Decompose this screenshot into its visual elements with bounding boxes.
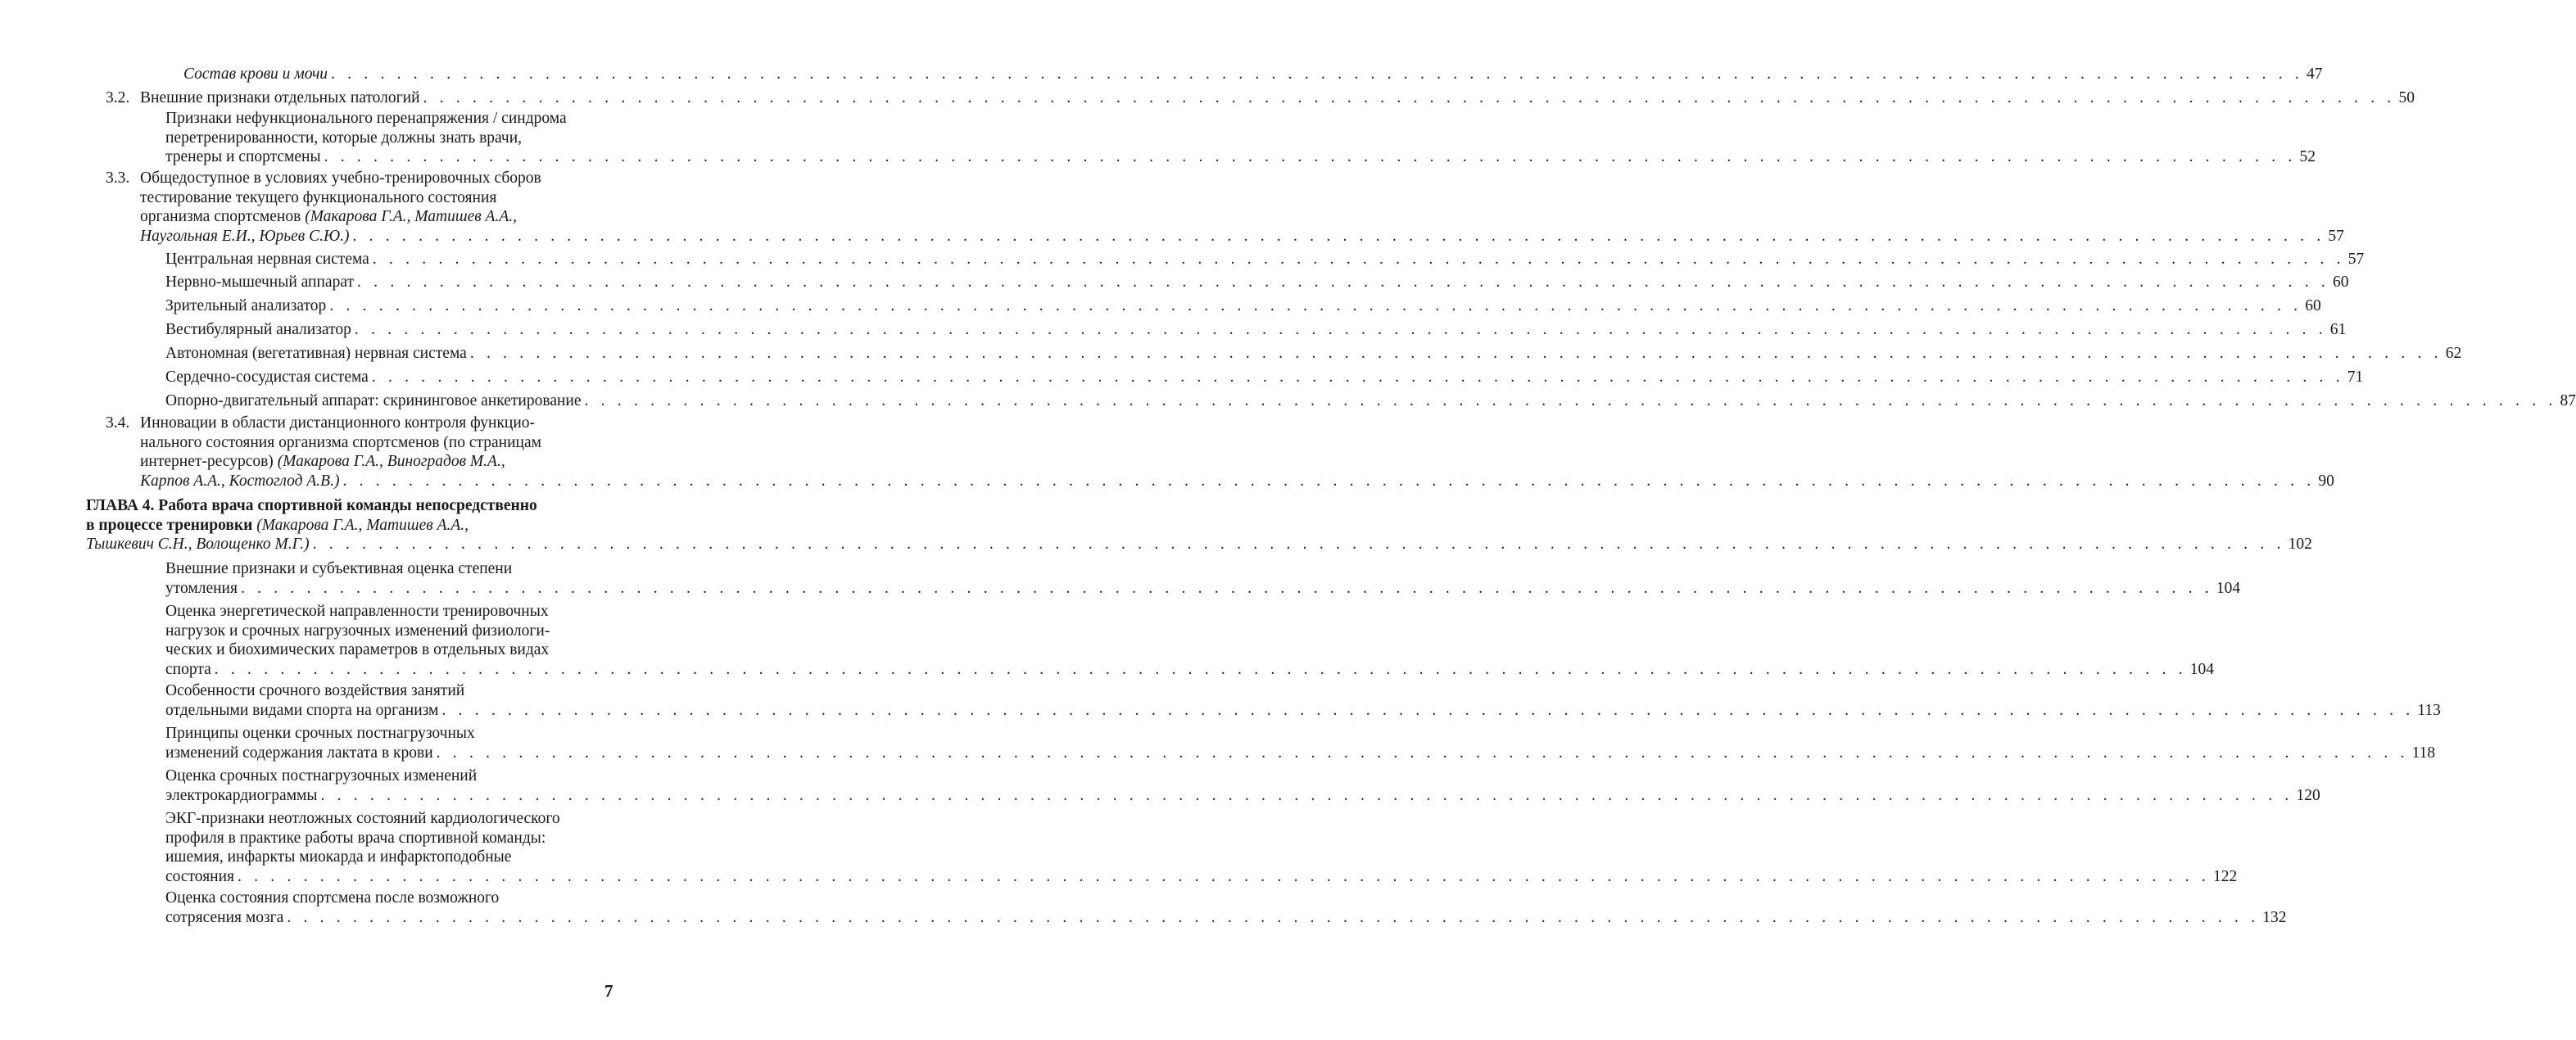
toc-page-ref: 102: [2288, 536, 2312, 553]
toc-line-text: [140, 227, 349, 246]
dot-leader: . . . . . . . . . . . . . . . . . . . . . . . . . . . . . . . . . . . . . . . . . . . . . . . . . . . . . . . . . . . . . . . . . . . . . . . . . . . . . . . . . . . . . . . . . . . . . . . . . . . . . . . . . . . . . . . . . . . . . . . .: [354, 321, 2327, 338]
toc-page-ref: 60: [2305, 297, 2321, 314]
toc-line: [165, 660, 2214, 680]
toc-line-text: [86, 535, 310, 554]
title-text: Внешние признаки и субъективная оценка степени: [165, 560, 513, 577]
toc-line-text: [183, 65, 328, 84]
toc-line: [140, 88, 2415, 108]
toc-entry-3-2[interactable]: [106, 88, 2415, 108]
title-text: нального состояния организма спортсменов (по страницам: [140, 433, 541, 451]
toc-page-ref: 61: [2329, 321, 2347, 338]
toc-page-ref: 118: [2411, 744, 2436, 762]
author-names: (Макарова Г.А., Матишев А.А.,: [305, 208, 518, 225]
dot-leader: . . . . . . . . . . . . . . . . . . . . . . . . . . . . . . . . . . . . . . . . . . . . . . . . . . . . . . . . . . . . . . . . . . . . . . . . . . . . . . . . . . . . . . . . . . . . . . . . . . . . . . . . . . . . . . . . . . . . . . . .: [352, 227, 2325, 245]
toc-line: [165, 889, 620, 908]
title-text: ЭКГ-признаки неотложных состояний кардиологического: [165, 810, 560, 827]
toc-line-text: [165, 368, 369, 387]
toc-line: [165, 681, 620, 701]
toc-entry-musculoskeletal[interactable]: [165, 391, 2576, 411]
toc-line: [140, 188, 620, 208]
toc-line: [165, 829, 620, 848]
dot-leader: . . . . . . . . . . . . . . . . . . . . . . . . . . . . . . . . . . . . . . . . . . . . . . . . . . . . . . . . . . . . . . . . . . . . . . . . . . . . . . . . . . . . . . . . . . . . . . . . . . . . . . . . . . . . . . . . . . . . . . . .: [423, 89, 2396, 106]
toc-line-text: [165, 660, 211, 680]
title-text: Оценка энергетической направленности тренировочных: [165, 603, 549, 620]
toc-entry-chapter-4[interactable]: [86, 496, 2312, 554]
toc-page-ref: 122: [2212, 867, 2238, 885]
toc-line: [165, 724, 620, 744]
title-text: Общедоступное в условиях учебно-тренировочных сборов: [140, 170, 541, 187]
dot-leader: . . . . . . . . . . . . . . . . . . . . . . . . . . . . . . . . . . . . . . . . . . . . . . . . . . . . . . . . . . . . . . . . . . . . . . . . . . . . . . . . . . . . . . . . . . . . . . . . . . . . . . . . . . . . . . . . . . . . . . . .: [312, 536, 2285, 553]
toc-entry-energy[interactable]: [165, 602, 2214, 679]
title-text: ческих и биохимических параметров в отдельных видах: [165, 641, 550, 658]
toc-line: [140, 227, 2344, 246]
toc-line-text: [165, 579, 238, 599]
toc-line: [165, 320, 2347, 340]
title-text: Оценка состояния спортсмена после возможного: [165, 889, 500, 907]
toc-line: [165, 147, 2316, 167]
toc-entry-cardiovascular[interactable]: [165, 368, 2364, 387]
section-number: 3.2.: [106, 89, 130, 106]
toc-line: [165, 391, 2576, 411]
toc-line-text: [165, 786, 318, 806]
title-text: ишемия, инфаркты миокарда и инфарктоподобные: [165, 848, 512, 866]
dot-leader: . . . . . . . . . . . . . . . . . . . . . . . . . . . . . . . . . . . . . . . . . . . . . . . . . . . . . . . . . . . . . . . . . . . . . . . . . . . . . . . . . . . . . . . . . . . . . . . . . . . . . . . . . . . . . . . . . . . . . . . .: [584, 392, 2557, 409]
toc-line: [165, 129, 620, 148]
toc-line: [86, 516, 620, 536]
toc-line: [165, 786, 2320, 806]
toc-line-text: [165, 681, 464, 701]
toc-page-ref: 71: [2347, 369, 2364, 386]
toc-line: [165, 701, 2441, 721]
title-text: Принципы оценки срочных постнагрузочных: [165, 725, 475, 742]
toc-page-ref: 104: [2216, 579, 2241, 597]
toc-line: [140, 452, 620, 472]
toc-line-text: [165, 908, 283, 928]
author-names: (Макарова Г.А., Виноградов М.А.,: [277, 453, 505, 470]
toc-entry-overtraining[interactable]: [165, 109, 2316, 167]
dot-leader: . . . . . . . . . . . . . . . . . . . . . . . . . . . . . . . . . . . . . . . . . . . . . . . . . . . . . . . . . . . . . . . . . . . . . . . . . . . . . . . . . . . . . . . . . . . . . . . . . . . . . . . . . . . . . . . . . . . . . . . .: [287, 908, 2260, 926]
author-names: Наугольная Е.И., Юрьев С.Ю.): [140, 227, 350, 245]
title-text: Автономная (вегетативная) нервная система: [165, 345, 467, 362]
toc-line-text: [140, 188, 496, 208]
title-text: электрокардиограммы: [165, 786, 318, 804]
title-text: Сердечно-сосудистая система: [165, 369, 369, 386]
toc-line: [165, 602, 620, 622]
toc-line-text: [165, 809, 560, 829]
toc-line: [165, 848, 620, 867]
dot-leader: . . . . . . . . . . . . . . . . . . . . . . . . . . . . . . . . . . . . . . . . . . . . . . . . . . . . . . . . . . . . . . . . . . . . . . . . . . . . . . . . . . . . . . . . . . . . . . . . . . . . . . . . . . . . . . . . . . . . . . . .: [331, 66, 2303, 83]
section-number: 3.3.: [106, 170, 130, 187]
toc-entry-concussion[interactable]: [165, 889, 2287, 927]
toc-page-ref: 120: [2296, 786, 2320, 804]
title-text: Особенности срочного воздействия занятий: [165, 682, 465, 699]
toc-entry-acute-effects[interactable]: [165, 681, 2441, 720]
toc-line: [165, 908, 2287, 928]
toc-line: [165, 744, 2436, 763]
toc-entry-fatigue[interactable]: [165, 559, 2241, 598]
toc-line-text: [165, 829, 546, 848]
page-number: 7: [604, 981, 613, 1001]
toc-line-text: [165, 724, 475, 744]
author-names: Состав крови и мочи: [183, 66, 328, 83]
toc-entry-3-3[interactable]: [106, 169, 2344, 246]
toc-page-ref: 90: [2318, 472, 2334, 490]
dot-leader: . . . . . . . . . . . . . . . . . . . . . . . . . . . . . . . . . . . . . . . . . . . . . . . . . . . . . . . . . . . . . . . . . . . . . . . . . . . . . . . . . . . . . . . . . . . . . . . . . . . . . . . . . . . . . . . . . . . . . . . .: [324, 148, 2297, 165]
toc-entry-vestibular[interactable]: [165, 320, 2347, 340]
toc-page-ref: 52: [2299, 148, 2316, 165]
toc-line: [165, 109, 620, 129]
toc-line-text: [165, 250, 369, 269]
dot-leader: . . . . . . . . . . . . . . . . . . . . . . . . . . . . . . . . . . . . . . . . . . . . . . . . . . . . . . . . . . . . . . . . . . . . . . . . . . . . . . . . . . . . . . . . . . . . . . . . . . . . . . . . . . . . . . . . . . . . . . . .: [342, 472, 2316, 490]
toc-line-text: [140, 169, 541, 188]
toc-page-ref: 50: [2398, 89, 2415, 106]
toc-entry-ecg-emergency[interactable]: [165, 809, 2238, 886]
toc-line-text: [165, 344, 467, 364]
title-text: Опорно-двигательный аппарат: скрининговое анкетирование: [165, 392, 582, 409]
toc-entry-neuromuscular[interactable]: [165, 273, 2349, 292]
title-text: Внешние признаки отдельных патологий: [140, 89, 420, 106]
toc-line-text: [165, 602, 549, 622]
toc-page-ref: 113: [2417, 701, 2441, 719]
toc-entry-ecg[interactable]: [165, 766, 2320, 805]
toc-line-text: [165, 848, 511, 867]
toc-line-text: [86, 516, 469, 536]
title-text: Зрительный анализатор: [165, 297, 327, 314]
toc-line-text: [140, 452, 505, 472]
toc-page-ref: 132: [2262, 908, 2287, 926]
toc-line: [183, 65, 2323, 84]
title-text: тренеры и спортсмены: [165, 148, 321, 165]
toc-page-ref: 47: [2306, 66, 2323, 83]
title-text: утомления: [165, 579, 238, 597]
toc-line: [165, 344, 2462, 364]
toc-line-text: [86, 496, 537, 516]
title-text: Инновации в области дистанционного контроля функцио-: [140, 414, 536, 432]
toc-page-ref: 57: [2347, 251, 2365, 268]
toc-line-text: [165, 889, 499, 908]
toc-line-text: [165, 129, 522, 148]
title-text: интернет-ресурсов): [140, 453, 278, 470]
toc-line-text: [165, 867, 234, 887]
toc-line-text: [165, 320, 351, 340]
toc-line-text: [165, 622, 550, 641]
title-text: профиля в практике работы врача спортивной команды:: [165, 829, 546, 847]
dot-leader: . . . . . . . . . . . . . . . . . . . . . . . . . . . . . . . . . . . . . . . . . . . . . . . . . . . . . . . . . . . . . . . . . . . . . . . . . . . . . . . . . . . . . . . . . . . . . . . . . . . . . . . . . . . . . . . . . . . . . . . .: [214, 660, 2187, 678]
toc-line: [165, 368, 2364, 387]
toc-line-text: [165, 296, 326, 316]
dot-leader: . . . . . . . . . . . . . . . . . . . . . . . . . . . . . . . . . . . . . . . . . . . . . . . . . . . . . . . . . . . . . . . . . . . . . . . . . . . . . . . . . . . . . . . . . . . . . . . . . . . . . . . . . . . . . . . . . . . . . . . .: [469, 345, 2442, 362]
toc-entry-blood-urine[interactable]: [183, 65, 2323, 84]
title-text: спорта: [165, 660, 211, 678]
toc-line: [165, 809, 620, 829]
toc-line: [165, 867, 2238, 887]
toc-line: [86, 535, 2312, 554]
toc-line-text: [165, 147, 321, 167]
title-text: Нервно-мышечный аппарат: [165, 274, 355, 291]
title-text: тестирование текущего функционального состояния: [140, 188, 497, 206]
title-text: ГЛАВА 4. Работа врача спортивной команды непосредственно: [86, 497, 537, 514]
toc-line: [165, 559, 620, 579]
toc-line-text: [165, 701, 438, 721]
author-names: Карпов А.А., Костоглод А.В.): [140, 472, 340, 490]
title-text: отдельными видами спорта на организм: [165, 701, 439, 719]
dot-leader: . . . . . . . . . . . . . . . . . . . . . . . . . . . . . . . . . . . . . . . . . . . . . . . . . . . . . . . . . . . . . . . . . . . . . . . . . . . . . . . . . . . . . . . . . . . . . . . . . . . . . . . . . . . . . . . . . . . . . . . .: [240, 579, 2213, 597]
toc-line: [140, 207, 620, 227]
toc-line-text: [140, 414, 535, 433]
toc-line-text: [165, 273, 354, 292]
toc-line: [165, 640, 620, 660]
dot-leader: . . . . . . . . . . . . . . . . . . . . . . . . . . . . . . . . . . . . . . . . . . . . . . . . . . . . . . . . . . . . . . . . . . . . . . . . . . . . . . . . . . . . . . . . . . . . . . . . . . . . . . . . . . . . . . . . . . . . . . . .: [320, 786, 2293, 804]
toc-line: [165, 296, 2321, 316]
section-number: 3.4.: [106, 414, 130, 432]
toc-entry-cns[interactable]: [165, 250, 2365, 269]
toc-line: [165, 273, 2349, 292]
toc-line: [140, 472, 2334, 491]
toc-line-text: [140, 88, 420, 108]
dot-leader: . . . . . . . . . . . . . . . . . . . . . . . . . . . . . . . . . . . . . . . . . . . . . . . . . . . . . . . . . . . . . . . . . . . . . . . . . . . . . . . . . . . . . . . . . . . . . . . . . . . . . . . . . . . . . . . . . . . . . . . .: [371, 369, 2344, 386]
dot-leader: . . . . . . . . . . . . . . . . . . . . . . . . . . . . . . . . . . . . . . . . . . . . . . . . . . . . . . . . . . . . . . . . . . . . . . . . . . . . . . . . . . . . . . . . . . . . . . . . . . . . . . . . . . . . . . . . . . . . . . . .: [329, 297, 2302, 314]
toc-line: [165, 766, 620, 786]
toc-line: [165, 579, 2241, 599]
dot-leader: . . . . . . . . . . . . . . . . . . . . . . . . . . . . . . . . . . . . . . . . . . . . . . . . . . . . . . . . . . . . . . . . . . . . . . . . . . . . . . . . . . . . . . . . . . . . . . . . . . . . . . . . . . . . . . . . . . . . . . . .: [436, 744, 2409, 762]
toc-entry-visual[interactable]: [165, 296, 2321, 316]
dot-leader: . . . . . . . . . . . . . . . . . . . . . . . . . . . . . . . . . . . . . . . . . . . . . . . . . . . . . . . . . . . . . . . . . . . . . . . . . . . . . . . . . . . . . . . . . . . . . . . . . . . . . . . . . . . . . . . . . . . . . . . .: [441, 701, 2415, 719]
toc-entry-3-4[interactable]: [106, 414, 2334, 491]
toc-line: [165, 622, 620, 641]
title-text: сотрясения мозга: [165, 908, 284, 926]
toc-line: [86, 496, 620, 516]
toc-line-text: [165, 744, 433, 763]
toc-page-ref: 62: [2445, 345, 2462, 362]
title-text: Оценка срочных постнагрузочных изменений: [165, 767, 478, 785]
toc-line-text: [165, 109, 567, 129]
title-text: организма спортсменов: [140, 208, 306, 225]
toc-line: [140, 414, 620, 433]
toc-page-ref: 87: [2560, 392, 2576, 409]
toc-entry-lactate[interactable]: [165, 724, 2436, 762]
dot-leader: . . . . . . . . . . . . . . . . . . . . . . . . . . . . . . . . . . . . . . . . . . . . . . . . . . . . . . . . . . . . . . . . . . . . . . . . . . . . . . . . . . . . . . . . . . . . . . . . . . . . . . . . . . . . . . . . . . . . . . . .: [372, 251, 2345, 268]
title-text: изменений содержания лактата в крови: [165, 744, 433, 762]
toc-entry-autonomic[interactable]: [165, 344, 2462, 364]
toc-line-text: [165, 766, 477, 786]
toc-line-text: [165, 391, 582, 411]
title-text: в процессе тренировки: [86, 516, 257, 534]
title-text: Признаки нефункционального перенапряжения / синдрома: [165, 110, 567, 127]
toc-line-text: [140, 472, 339, 491]
title-text: нагрузок и срочных нагрузочных изменений физиологи-: [165, 622, 550, 640]
toc-line: [140, 169, 620, 188]
dot-leader: . . . . . . . . . . . . . . . . . . . . . . . . . . . . . . . . . . . . . . . . . . . . . . . . . . . . . . . . . . . . . . . . . . . . . . . . . . . . . . . . . . . . . . . . . . . . . . . . . . . . . . . . . . . . . . . . . . . . . . . .: [238, 867, 2210, 885]
title-text: Вестибулярный анализатор: [165, 321, 351, 338]
toc-page-ref: 60: [2332, 274, 2349, 291]
dot-leader: . . . . . . . . . . . . . . . . . . . . . . . . . . . . . . . . . . . . . . . . . . . . . . . . . . . . . . . . . . . . . . . . . . . . . . . . . . . . . . . . . . . . . . . . . . . . . . . . . . . . . . . . . . . . . . . . . . . . . . . .: [357, 274, 2329, 291]
title-text: Центральная нервная система: [165, 251, 369, 268]
toc-line-text: [140, 207, 517, 227]
author-names: (Макарова Г.А., Матишев А.А.,: [256, 516, 469, 534]
title-text: перетренированности, которые должны знать врачи,: [165, 129, 523, 147]
toc-line-text: [165, 640, 549, 660]
toc-page-ref: 57: [2328, 227, 2344, 245]
toc-line-text: [165, 559, 512, 579]
author-names: Тышкевич С.Н., Волощенко М.Г.): [86, 536, 310, 553]
toc-line: [165, 250, 2365, 269]
toc-line: [140, 433, 620, 453]
title-text: состояния: [165, 867, 234, 885]
toc-line-text: [140, 433, 541, 453]
toc-page-ref: 104: [2189, 660, 2214, 678]
